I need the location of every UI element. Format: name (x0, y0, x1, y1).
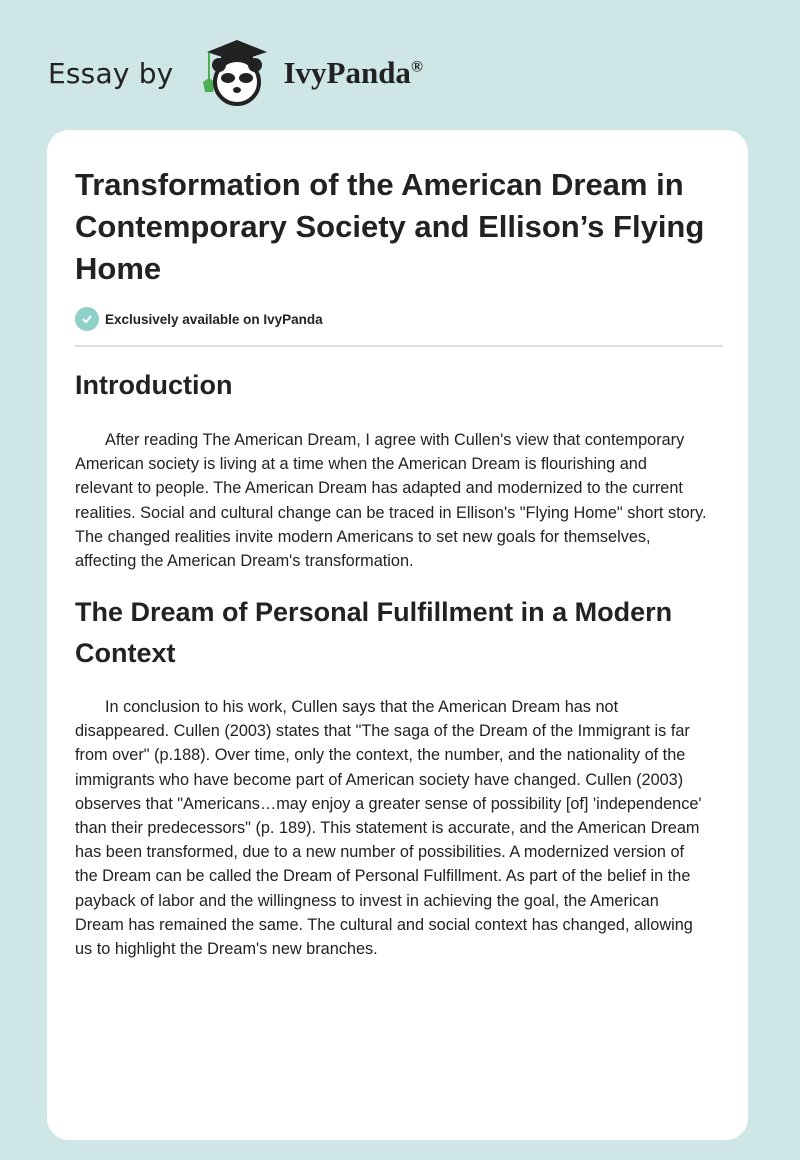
paragraph-line: immigrants who have become part of American society have changed. Cullen (2003) (75, 770, 684, 789)
paragraph-line: observes that "Americans…may enjoy a greater sense of possibility [of] 'independence' (75, 794, 702, 813)
paragraph-line: American society is living at a time when the American Dream is flourishing and (75, 455, 647, 474)
paragraph-line: disappeared. Cullen (2003) states that "The saga of the Dream of the Immigrant is far (75, 722, 690, 741)
section-paragraph (75, 695, 735, 961)
paragraph-line: than their predecessors" (p. 189). This statement is accurate, and the American Dream (75, 819, 700, 838)
section-heading: Introduction (75, 370, 233, 400)
divider (75, 345, 723, 347)
paragraph-line: After reading The American Dream, I agree with Cullen's view that contemporary (105, 431, 685, 449)
paragraph-line: affecting the American Dream's transformation. (75, 552, 414, 571)
essay-card (47, 130, 748, 1140)
paragraph-line: from over" (p.188). Over time, only the context, the number, and the nationality of the (75, 746, 686, 765)
brand-name: IvyPanda (283, 55, 411, 90)
paragraph-line: Dream has remained the same. The cultural and social context has changed, allowing (75, 915, 693, 934)
section-heading: The Dream of Personal Fulfillment in a Modern Context (75, 597, 673, 668)
exclusive-badge (75, 307, 323, 331)
paragraph-line: The changed realities invite modern Americans to set new goals for themselves, (75, 527, 651, 546)
essay-by-label: Essay by (48, 56, 174, 90)
registered-mark: ® (410, 58, 423, 76)
paragraph-line: In conclusion to his work, Cullen says that the American Dream has not (105, 698, 619, 716)
paragraph-line: the Dream can be called the Dream of Personal Fulfillment. As part of the belief in the (75, 867, 691, 886)
essay-title: Transformation of the American Dream in Contemporary Society and Ellison’s Flying Home (75, 167, 705, 286)
ivypanda-wordmark (283, 55, 422, 91)
paragraph-line: has been transformed, due to a new number of possibilities. A modernized version of (75, 843, 685, 862)
paragraph-line: relevant to people. The American Dream has adapted and modernized to the current (75, 479, 683, 498)
paragraph-line: us to highlight the Dream's new branches. (75, 940, 378, 959)
panda-logo-icon (195, 38, 275, 108)
brand-header (48, 38, 423, 108)
check-circle-icon (75, 307, 99, 331)
paragraph-line: realities. Social and cultural change can be traced in Ellison's "Flying Home" short story. (75, 503, 707, 522)
badge-text: Exclusively available on IvyPanda (105, 311, 323, 327)
section-paragraph (75, 428, 735, 573)
paragraph-line: payback of labor and the willingness to invest in achieving the goal, the American (75, 891, 659, 910)
